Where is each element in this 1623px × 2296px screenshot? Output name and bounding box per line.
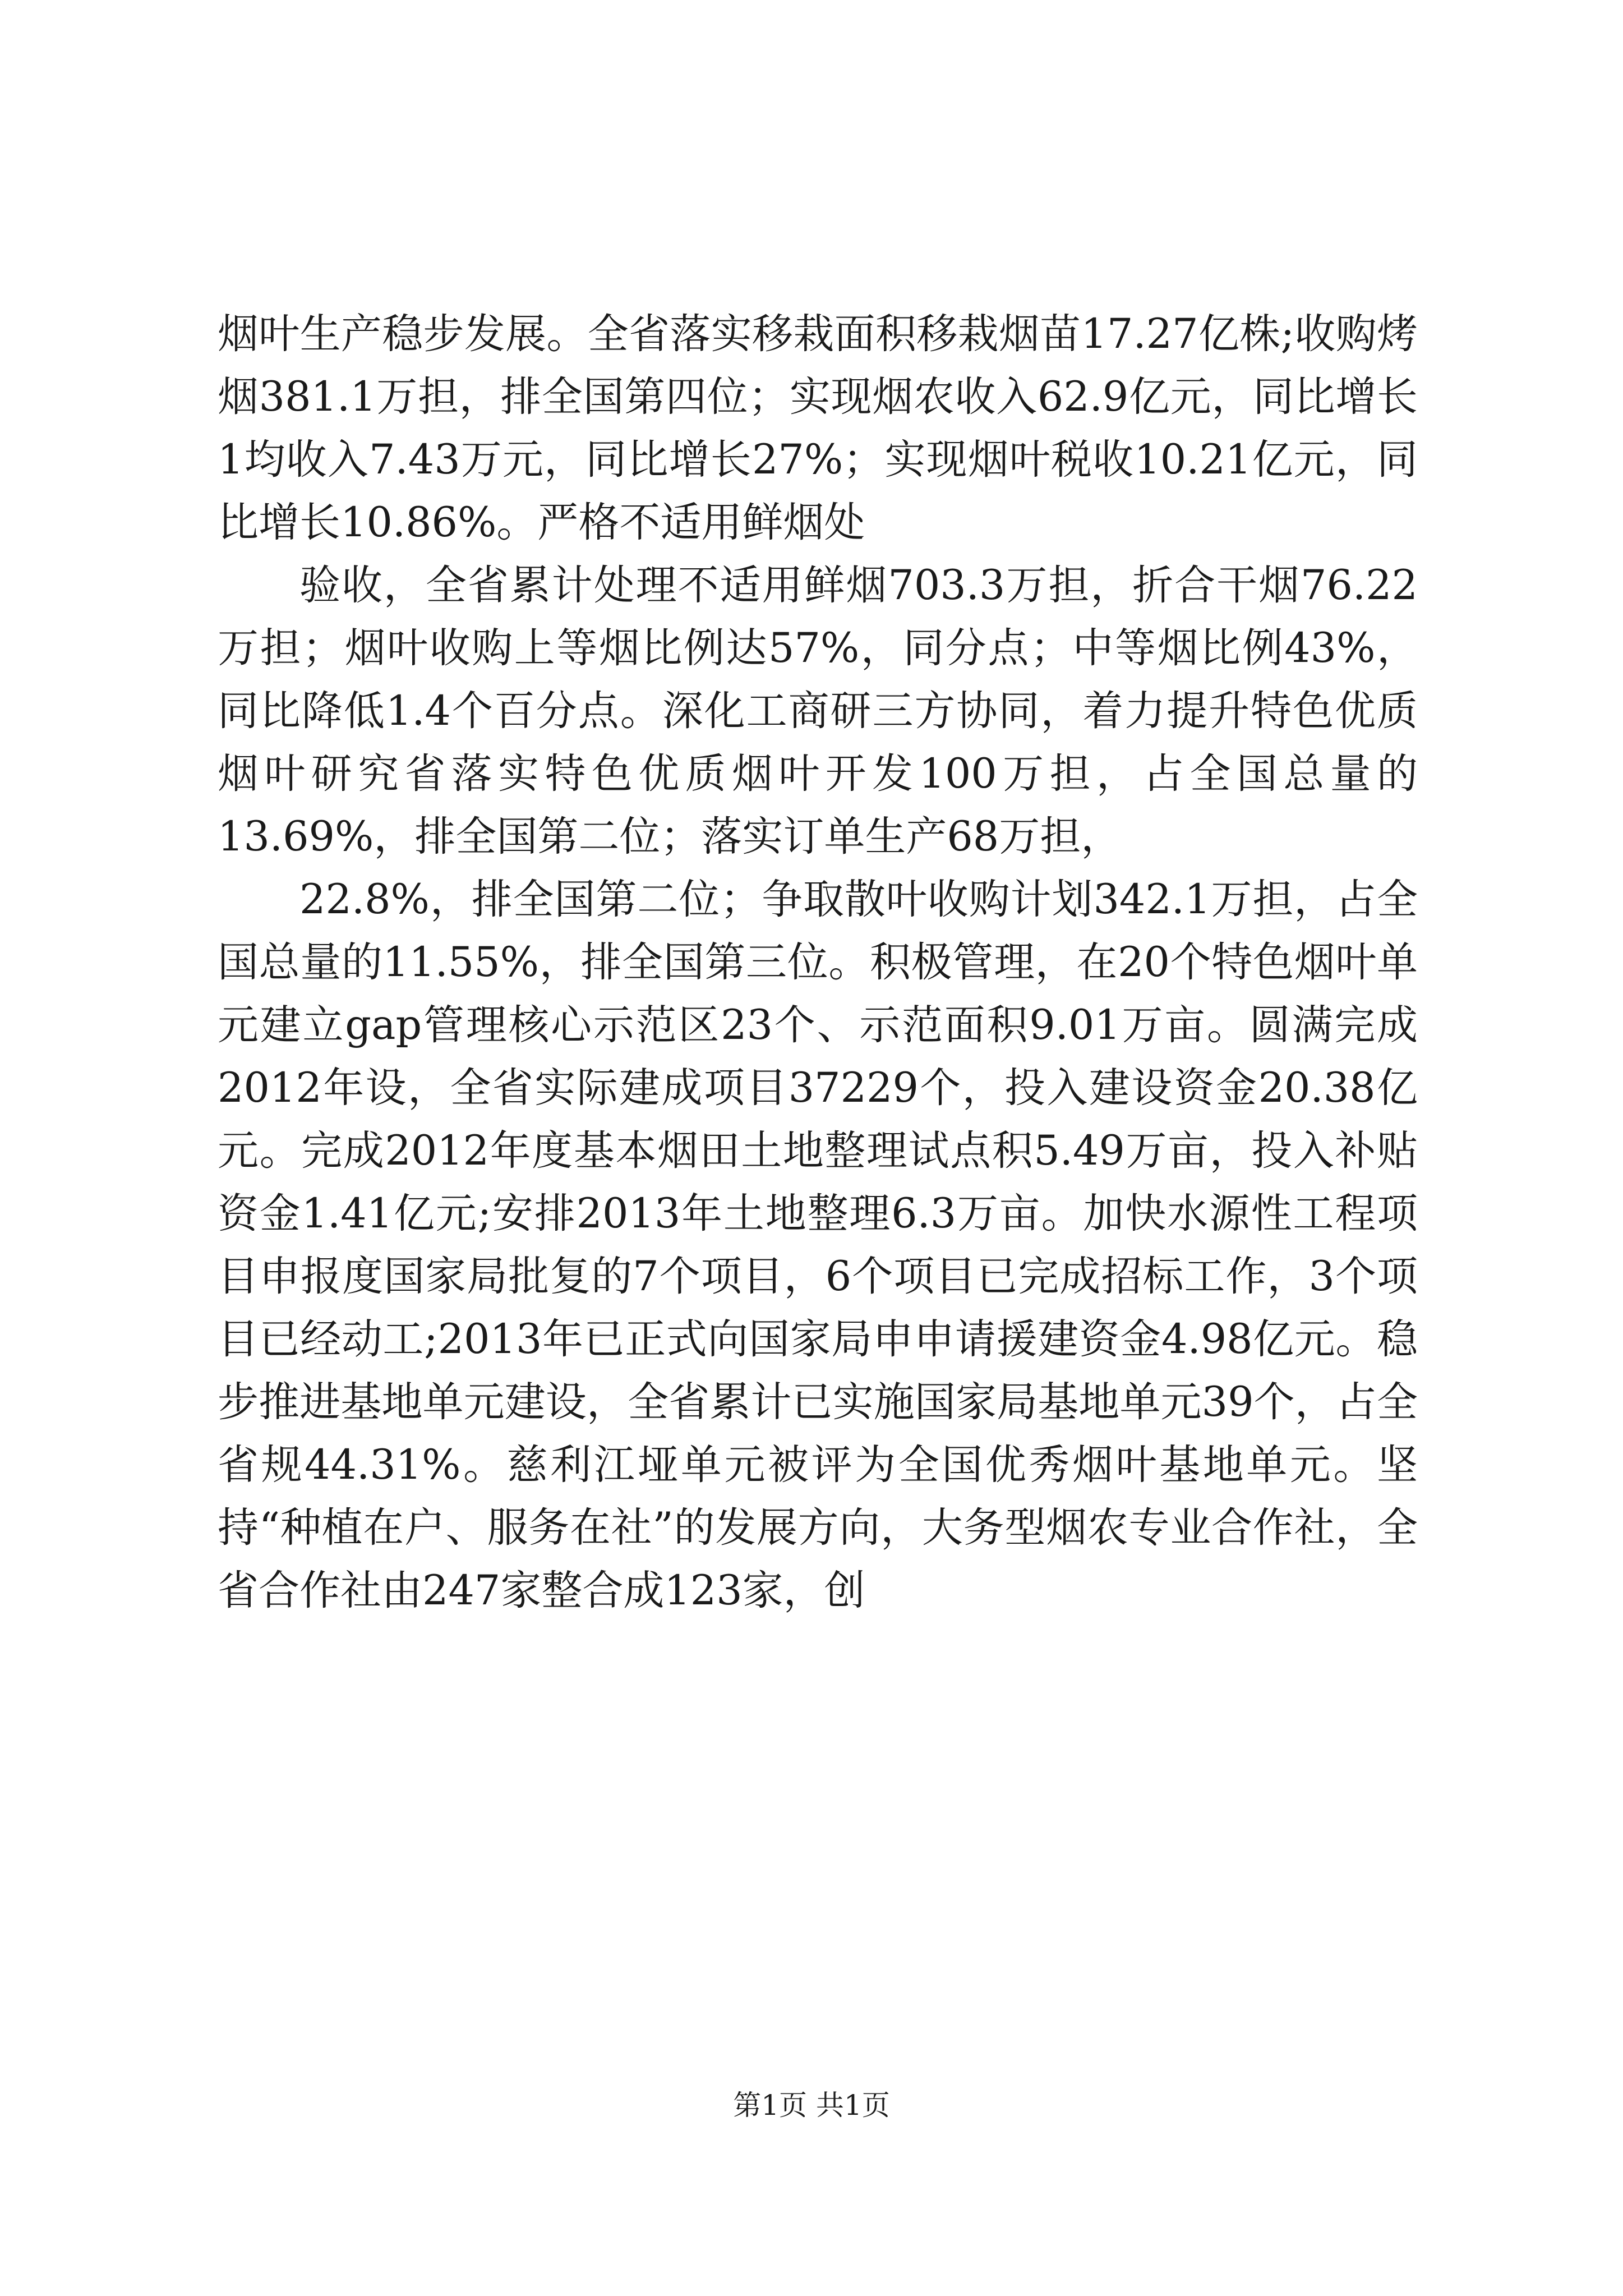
paragraph-3: 22.8%，排全国第二位；争取散叶收购计划342.1万担，占全国总量的11.55%，排全国第三位。积极管理，在20个特色烟叶单元建立gap管理核心示范区23个、示范面积9.01万亩。圆满完成2012年设，全省实际建成项目37229个，投入建设资金20.38亿元。完成2012年度基本烟田土地整理试点积5.49万亩，投入补贴资金1.41亿元;安排2013年土地整理6.3万亩。加快水源性工程项目申报度国家局批复的7个项目，6个项目已完成招标工作，3个项目已经动工;2013年已正式向国家局申申请援建资金4.98亿元。稳步推进基地单元建设，全省累计已实施国家局基地单元39个，占全省规44.31%。慈利江垭单元被评为全国优秀烟叶基地单元。坚持“种植在户、服务在社”的发展方向，大务型烟农专业合作社，全省合作社由247家整合成123家，创 (218, 876, 1418, 1614)
document-body (218, 303, 1418, 1622)
paragraph-1: 烟叶生产稳步发展。全省落实移栽面积移栽烟苗17.27亿株;收购烤烟381.1万担，排全国第四位；实现烟农收入62.9亿元，同比增长1均收入7.43万元，同比增长27%；实现烟叶税收10.21亿元，同比增长10.86%。严格不适用鲜烟处 (218, 310, 1418, 546)
paragraph-2: 验收，全省累计处理不适用鲜烟703.3万担，折合干烟76.22万担；烟叶收购上等烟比例达57%，同分点；中等烟比例43%，同比降低1.4个百分点。深化工商研三方协同，着力提升特色优质烟叶研究省落实特色优质烟叶开发100万担，占全国总量的13.69%，排全国第二位；落实订单生产68万担， (218, 562, 1418, 861)
page-footer: 第1页 共1页 (733, 2089, 890, 2122)
